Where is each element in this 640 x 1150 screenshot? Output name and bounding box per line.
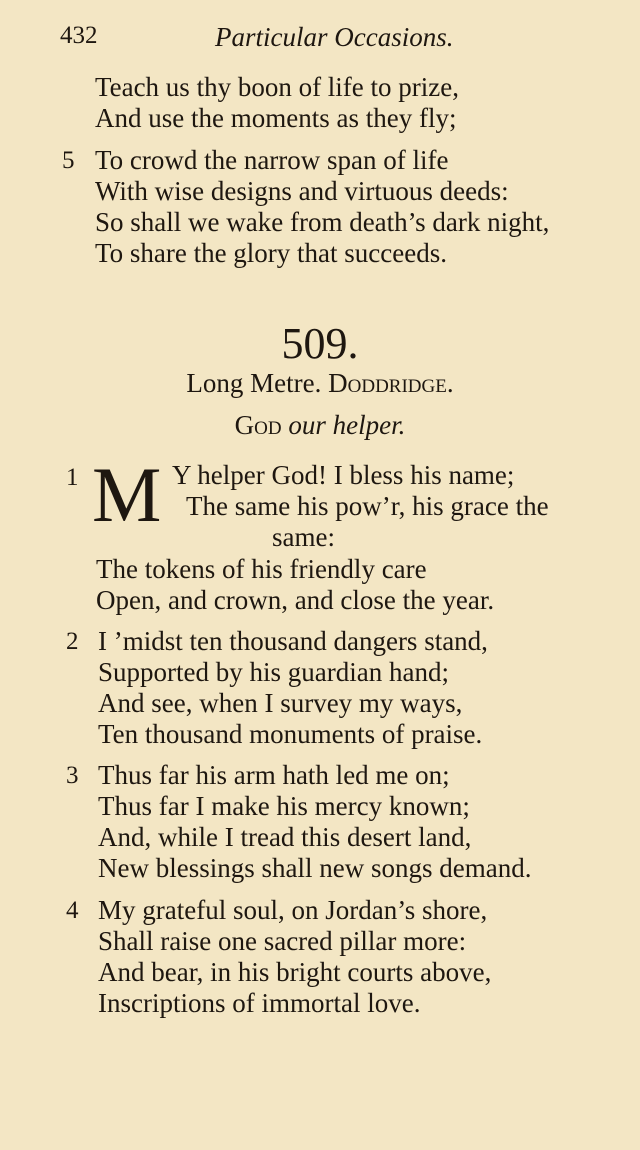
verse-line: My grateful soul, on Jordan’s shore,: [98, 895, 488, 925]
hymn-topic: [0, 410, 640, 441]
verse-line: Inscriptions of immortal love.: [98, 988, 421, 1018]
verse-line: Ten thousand monuments of praise.: [98, 719, 483, 749]
verse-number: 1: [66, 464, 79, 491]
verse-line: Open, and crown, and close the year.: [96, 585, 495, 615]
verse-line: And see, when I survey my ways,: [98, 688, 463, 718]
verse-line: So shall we wake from death’s dark night,: [95, 207, 550, 237]
page-number: 432: [60, 22, 98, 49]
verse-line: And use the moments as they fly;: [95, 103, 457, 133]
topic-word: God: [234, 410, 282, 440]
verse-line: Shall raise one sacred pillar more:: [98, 926, 467, 956]
running-title: Particular Occasions.: [215, 22, 454, 52]
page-header: [60, 22, 610, 52]
verse-line: With wise designs and virtuous deeds:: [95, 176, 509, 206]
hymn-number: 509.: [281, 319, 359, 368]
verse-number: 4: [66, 897, 79, 924]
author: Doddridge.: [328, 368, 454, 398]
verse-line: The tokens of his friendly care: [96, 554, 427, 584]
meter: Long Metre.: [186, 368, 322, 398]
verse-line: New blessings shall new songs demand.: [98, 853, 532, 883]
verse-line: Supported by his guardian hand;: [98, 657, 449, 687]
verse-line: Y helper God! I bless his name;: [172, 460, 515, 490]
verse-number: 3: [66, 762, 79, 789]
verse-number: 2: [66, 628, 79, 655]
verse-line: The same his pow’r, his grace the: [186, 491, 549, 521]
verse-line: I ’midst ten thousand dangers stand,: [98, 626, 488, 656]
verse-line: And bear, in his bright courts above,: [98, 957, 492, 987]
verse-line: To crowd the narrow span of life: [95, 145, 449, 175]
verse-line: And, while I tread this desert land,: [98, 822, 472, 852]
verse-number: 5: [62, 147, 75, 174]
verse-line: To share the glory that succeeds.: [95, 238, 447, 268]
verse-line: same:: [272, 522, 335, 552]
verse-line: Thus far his arm hath led me on;: [98, 760, 450, 790]
topic-phrase: our helper.: [288, 410, 406, 440]
meter-line: [0, 368, 640, 399]
drop-cap: M: [92, 451, 162, 538]
verse-line: Thus far I make his mercy known;: [98, 791, 470, 821]
verse-line: Teach us thy boon of life to prize,: [95, 72, 459, 102]
